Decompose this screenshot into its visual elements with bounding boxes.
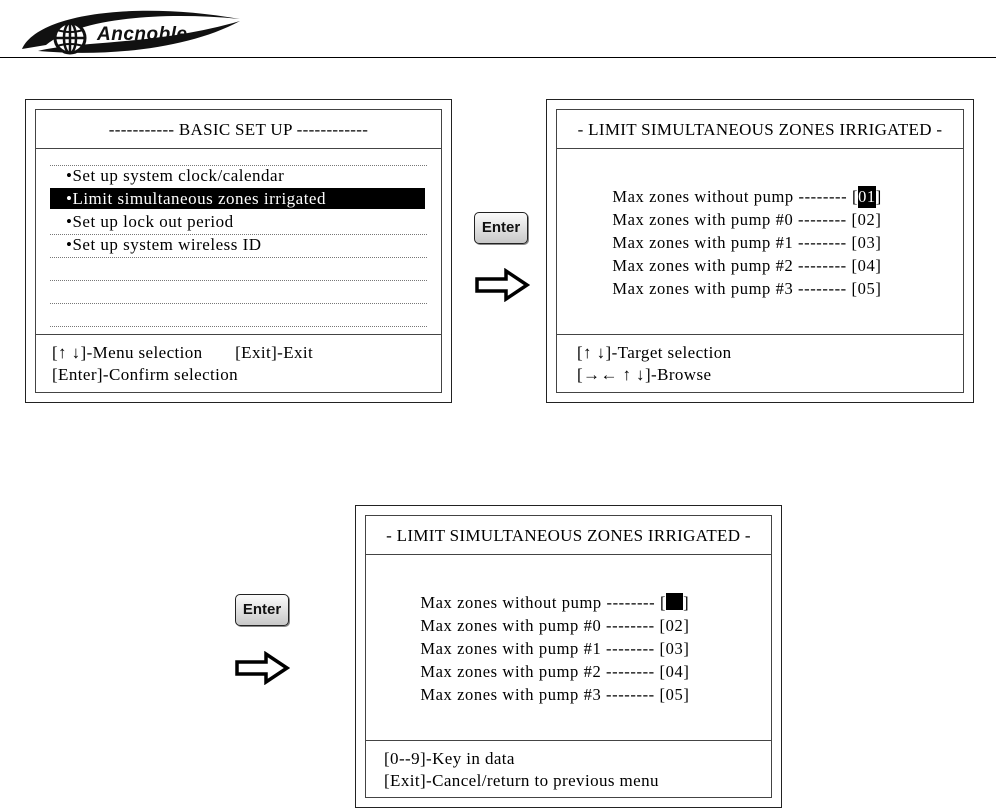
screen-title: ----------- BASIC SET UP ------------	[108, 120, 369, 139]
zone-row-pump-0: Max zones with pump #0 -------- [02]	[612, 210, 882, 229]
enter-key: Enter	[235, 594, 289, 626]
right-arrow-icon	[474, 268, 530, 302]
right-arrow-icon	[234, 651, 290, 685]
basic-setup-screen	[25, 99, 452, 403]
zone-row-pump-1: Max zones with pump #1 -------- [03]	[420, 639, 690, 658]
screen-frame	[556, 109, 964, 393]
row-value-field[interactable]: 03	[665, 639, 684, 658]
help-key-in-data: [0--9]-Key in data	[384, 749, 515, 768]
row-label: Max zones with pump #3 --------	[612, 279, 847, 298]
zone-row-pump-2: Max zones with pump #2 -------- [04]	[612, 256, 882, 275]
row-value-field[interactable]: 04	[857, 256, 876, 275]
title-divider	[366, 554, 771, 555]
row-value-field[interactable]: 04	[665, 662, 684, 681]
dotted-divider	[50, 280, 427, 281]
zone-row-pump-2: Max zones with pump #2 -------- [04]	[420, 662, 690, 681]
zone-row-pump-0: Max zones with pump #0 -------- [02]	[420, 616, 690, 635]
help-divider	[557, 334, 963, 335]
screen-frame	[35, 109, 442, 393]
row-value-field[interactable]: 05	[665, 685, 684, 704]
brand-name: Ancnoble	[97, 24, 188, 45]
help-target-selection: [↑ ↓]-Target selection	[577, 343, 732, 362]
dotted-divider	[50, 303, 427, 304]
row-label: Max zones with pump #0 --------	[420, 616, 655, 635]
help-browse: [→← ↑ ↓]-Browse	[577, 365, 712, 384]
menu-item-wireless-id[interactable]: •Set up system wireless ID	[66, 235, 262, 254]
menu-item-limit-zones[interactable]: •Limit simultaneous zones irrigated	[50, 188, 425, 209]
row-label: Max zones with pump #2 --------	[420, 662, 655, 681]
row-value-field[interactable]: 03	[857, 233, 876, 252]
row-label: Max zones without pump --------	[612, 187, 848, 206]
row-label: Max zones with pump #0 --------	[612, 210, 847, 229]
header-rule	[0, 57, 996, 58]
help-divider	[36, 334, 441, 335]
limit-zones-screen	[546, 99, 974, 403]
zone-row-pump-3: Max zones with pump #3 -------- [05]	[420, 685, 690, 704]
row-value-field[interactable]: 01	[858, 187, 876, 206]
zone-row-pump-3: Max zones with pump #3 -------- [05]	[612, 279, 882, 298]
zone-row-without-pump: Max zones without pump -------- [01]	[612, 187, 882, 206]
zone-row-without-pump: Max zones without pump -------- [ ]	[420, 593, 690, 612]
help-menu-selection: [↑ ↓]-Menu selection [Exit]-Exit	[52, 343, 314, 362]
row-label: Max zones with pump #1 --------	[420, 639, 655, 658]
help-divider	[366, 740, 771, 741]
help-cancel-return: [Exit]-Cancel/return to previous menu	[384, 771, 659, 790]
zone-row-pump-1: Max zones with pump #1 -------- [03]	[612, 233, 882, 252]
dotted-divider	[50, 257, 427, 258]
menu-item-clock-calendar[interactable]: •Set up system clock/calendar	[66, 166, 285, 185]
limit-zones-edit-screen	[355, 505, 782, 808]
row-value-field[interactable]: 05	[857, 279, 876, 298]
row-label: Max zones with pump #3 --------	[420, 685, 655, 704]
menu-item-lock-out-period[interactable]: •Set up lock out period	[66, 212, 234, 231]
enter-key: Enter	[474, 212, 528, 244]
row-value-field[interactable]: 02	[665, 616, 684, 635]
title-divider	[36, 148, 441, 149]
row-label: Max zones without pump --------	[420, 593, 656, 612]
screen-title: - LIMIT SIMULTANEOUS ZONES IRRIGATED -	[577, 120, 943, 139]
row-label: Max zones with pump #2 --------	[612, 256, 847, 275]
screen-title: - LIMIT SIMULTANEOUS ZONES IRRIGATED -	[386, 526, 751, 545]
row-label: Max zones with pump #1 --------	[612, 233, 847, 252]
header	[0, 0, 996, 62]
help-confirm-selection: [Enter]-Confirm selection	[52, 365, 239, 384]
row-value-field[interactable]: 02	[857, 210, 876, 229]
dotted-divider	[50, 326, 427, 327]
screen-frame	[365, 515, 772, 798]
title-divider	[557, 148, 963, 149]
